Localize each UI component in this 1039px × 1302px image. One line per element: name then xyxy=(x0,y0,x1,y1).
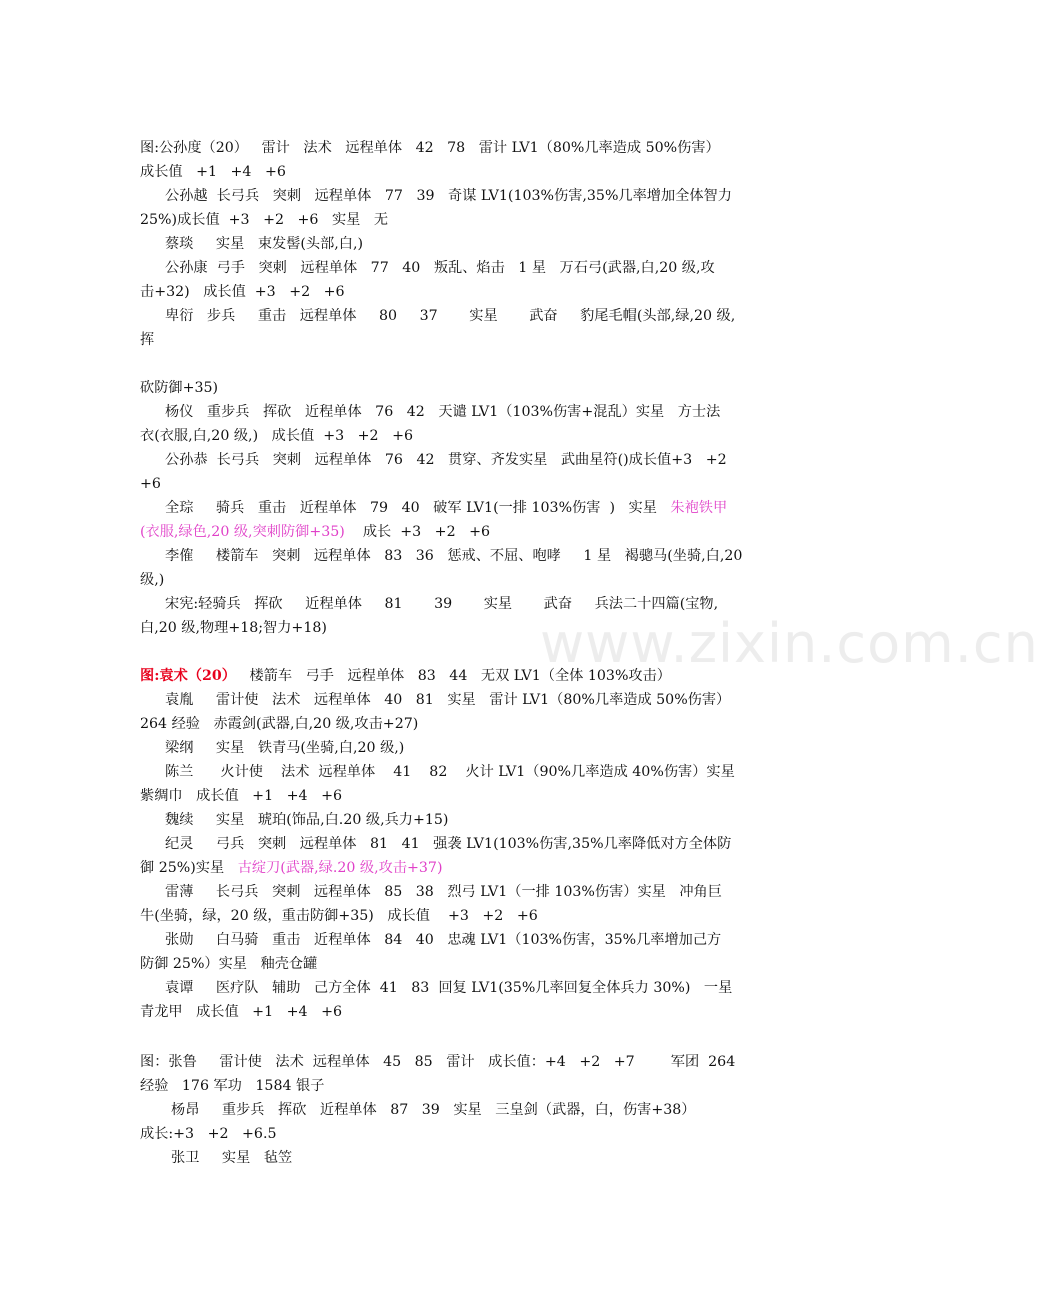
text-line: 雷薄 长弓兵 突刺 远程单体 85 38 烈弓 LV1（一排 103%伤害）实星 冲角巨 xyxy=(165,884,722,900)
text-line: 魏续 实星 琥珀(饰品,白.20 级,兵力+15) xyxy=(165,812,449,828)
text-line: +6 xyxy=(140,476,161,492)
text-segment: 楼箭车 弓手 远程单体 83 44 无双 LV1（全体 103%攻击） xyxy=(249,668,671,684)
text-line: 杨昂 重步兵 挥砍 近程单体 87 39 实星 三皇剑（武器，白，伤害+38） xyxy=(171,1102,696,1118)
section-heading: 图:袁术（20） xyxy=(140,668,236,684)
text-line: 经验 176 军功 1584 银子 xyxy=(140,1078,325,1094)
text-line: 卑衍 步兵 重击 远程单体 80 37 实星 武奋 豹尾毛帽(头部,绿,20 级, xyxy=(165,308,736,324)
text-segment: 全琮 骑兵 重击 近程单体 79 40 破军 LV1(一排 103%伤害 ) 实星 xyxy=(165,500,657,516)
text-line: 图：张鲁 雷计使 法术 远程单体 45 85 雷计 成长值：+4 +2 +7 军团 264 xyxy=(140,1054,736,1070)
text-line: 纪灵 弓兵 突刺 远程单体 81 41 强袭 LV1(103%伤害,35%几率降低对方全体防 xyxy=(165,836,732,852)
text-line: 张卫 实星 毡笠 xyxy=(171,1150,293,1166)
text-segment: 成长 +3 +2 +6 xyxy=(362,524,491,540)
text-segment: 御 25%)实星 xyxy=(140,860,225,876)
text-line: 级,) xyxy=(140,572,165,588)
text-line xyxy=(165,498,727,518)
text-line: 25%)成长值 +3 +2 +6 实星 无 xyxy=(140,212,389,228)
text-line: 张勋 白马骑 重击 近程单体 84 40 忠魂 LV1（103%伤害，35%几率增加己方 xyxy=(165,932,722,948)
text-line xyxy=(140,666,671,686)
highlight-text: (衣服,绿色,20 级,突刺防御+35) xyxy=(140,524,345,540)
text-line: 陈兰 火计使 法术 远程单体 41 82 火计 LV1（90%几率造成 40%伤害）实星 xyxy=(165,764,735,780)
text-line: 防御 25%）实星 釉壳仓罐 xyxy=(140,956,318,972)
text-line: 公孙康 弓手 突刺 远程单体 77 40 叛乱、焰击 1 星 万石弓(武器,白,20 级,攻 xyxy=(165,260,715,276)
text-line: 袁谭 医疗队 辅助 己方全体 41 83 回复 LV1(35%几率回复全体兵力 30%) 一星 xyxy=(165,980,733,996)
text-line: 白,20 级,物理+18;智力+18) xyxy=(140,620,327,636)
text-line: 杨仪 重步兵 挥砍 近程单体 76 42 天谴 LV1（103%伤害+混乱）实星 方士法 xyxy=(165,404,721,420)
text-line: 挥 xyxy=(140,332,155,348)
text-line xyxy=(140,522,490,542)
text-line xyxy=(140,858,442,878)
text-line: 衣(衣服,白,20 级,) 成长值 +3 +2 +6 xyxy=(140,428,414,444)
text-line: 成长:+3 +2 +6.5 xyxy=(140,1126,277,1142)
highlight-text: 古绽刀(武器,绿.20 级,攻击+37) xyxy=(237,860,443,876)
text-line: 牛(坐骑，绿，20 级，重击防御+35) 成长值 +3 +2 +6 xyxy=(140,908,538,924)
text-line: 紫绸巾 成长值 +1 +4 +6 xyxy=(140,788,342,804)
text-line: 264 经验 赤霞剑(武器,白,20 级,攻击+27) xyxy=(140,716,419,732)
text-line: 成长值 +1 +4 +6 xyxy=(140,164,286,180)
highlight-text: 朱袍铁甲 xyxy=(670,500,728,516)
text-line: 图:公孙度（20） 雷计 法术 远程单体 42 78 雷计 LV1（80%几率造成 50%伤害） xyxy=(140,140,720,156)
text-line: 击+32) 成长值 +3 +2 +6 xyxy=(140,284,345,300)
text-line: 青龙甲 成长值 +1 +4 +6 xyxy=(140,1004,342,1020)
text-line: 李傕 楼箭车 突刺 远程单体 83 36 惩戒、不屈、咆哮 1 星 褐骢马(坐骑,白,20 xyxy=(165,548,743,564)
text-line: 公孙恭 长弓兵 突刺 远程单体 76 42 贯穿、齐发实星 武曲星符()成长值+3 +2 xyxy=(165,452,727,468)
text-line: 蔡琰 实星 束发髻(头部,白,) xyxy=(165,236,364,252)
text-line: 梁纲 实星 铁青马(坐骑,白,20 级,) xyxy=(165,740,405,756)
watermark: www.zixin.com.cn xyxy=(540,612,1039,675)
text-line: 公孙越 长弓兵 突刺 远程单体 77 39 奇谋 LV1(103%伤害,35%几率增加全体智力 xyxy=(165,188,732,204)
text-line: 砍防御+35) xyxy=(140,380,219,396)
text-line: 袁胤 雷计使 法术 远程单体 40 81 实星 雷计 LV1（80%几率造成 50%伤害） xyxy=(165,692,731,708)
text-line: 宋宪:轻骑兵 挥砍 近程单体 81 39 实星 武奋 兵法二十四篇(宝物, xyxy=(165,596,719,612)
